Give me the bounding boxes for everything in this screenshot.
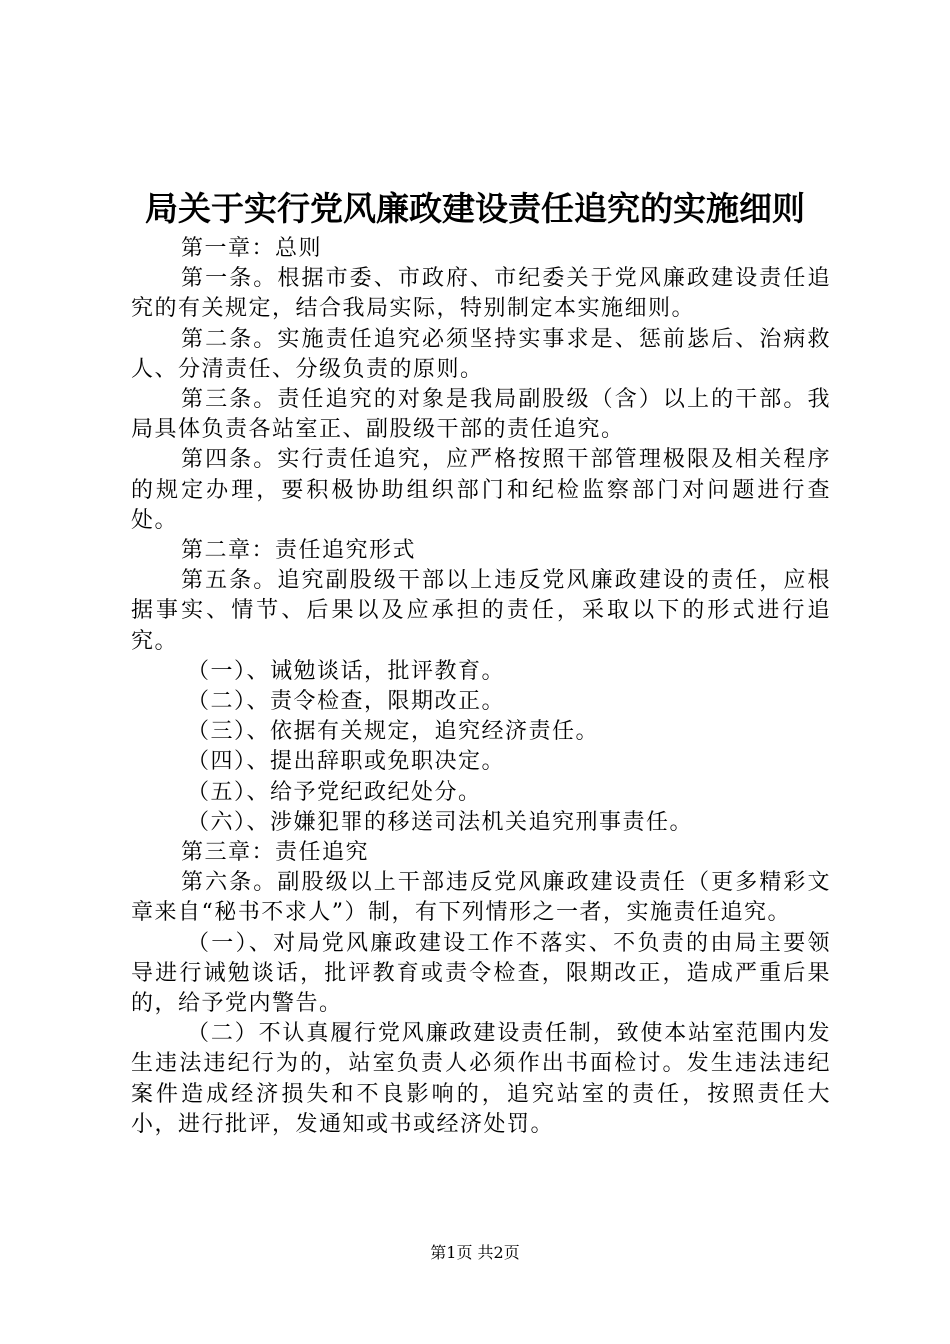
list-item: （一）、对局党风廉政建设工作不落实、不负责的由局主要领导进行诫勉谈话，批评教育或责令检查，限期改正，造成严重后果的，给予党内警告。 xyxy=(131,930,831,1017)
list-item: （三）、依据有关规定，追究经济责任。 xyxy=(187,719,600,745)
list-item: （一）、诫勉谈话，批评教育。 xyxy=(187,658,506,684)
list-item: （六）、涉嫌犯罪的移送司法机关追究刑事责任。 xyxy=(187,809,694,835)
article-paragraph: 第六条。副股级以上干部违反党风廉政建设责任（更多精彩文章来自“秘书不求人”）制，有下列情形之一者，实施责任追究。 xyxy=(131,870,831,926)
document-title: 局关于实行党风廉政建设责任追究的实施细则 xyxy=(145,189,805,228)
article-paragraph: 第三条。责任追究的对象是我局副股级（含）以上的干部。我局具体负责各站室正、副股级干部的责任追究。 xyxy=(131,387,831,443)
list-item: （二）不认真履行党风廉政建设责任制，致使本站室范围内发生违法违纪行为的，站室负责人必须作出书面检讨。发生违法违纪案件造成经济损失和不良影响的，追究站室的责任，按照责任大小，进行批评，发通知或书或经济处罚。 xyxy=(131,1021,831,1137)
article-paragraph: 第四条。实行责任追究，应严格按照干部管理极限及相关程序的规定办理，要积极协助组织部门和纪检监察部门对问题进行查处。 xyxy=(131,447,831,533)
article-paragraph: 第五条。追究副股级干部以上违反党风廉政建设的责任，应根据事实、情节、后果以及应承担的责任，采取以下的形式进行追究。 xyxy=(131,568,831,654)
page-number: 第1页 共2页 xyxy=(430,1243,520,1262)
list-item: （二）、责令检查，限期改正。 xyxy=(187,689,506,715)
chapter-heading: 第三章：责任追究 xyxy=(181,840,370,866)
article-paragraph: 第一条。根据市委、市政府、市纪委关于党风廉政建设责任追究的有关规定，结合我局实际，特别制定本实施细则。 xyxy=(131,266,831,322)
document-body xyxy=(131,234,831,1140)
chapter-heading: 第一章：总则 xyxy=(181,236,323,261)
article-paragraph: 第二条。实施责任追究必须坚持实事求是、惩前毖后、治病救人、分清责任、分级负责的原则。 xyxy=(131,326,831,382)
chapter-heading: 第二章：责任追究形式 xyxy=(181,538,417,564)
list-item: （四）、提出辞职或免职决定。 xyxy=(187,749,506,775)
list-item: （五）、给予党纪政纪处分。 xyxy=(187,779,482,805)
